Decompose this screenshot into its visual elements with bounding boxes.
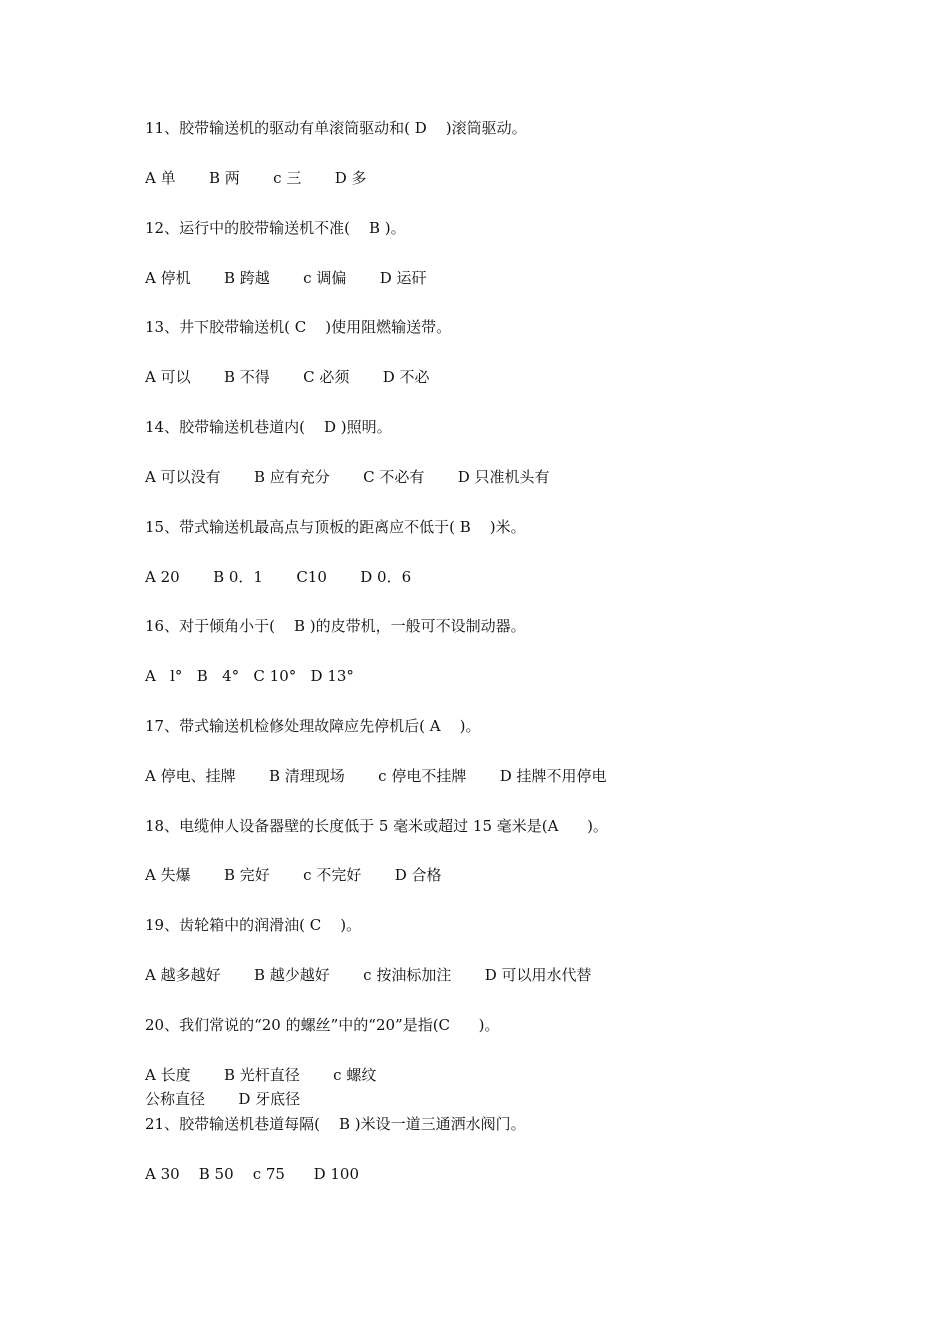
question-17-options: A 停电、挂牌 B 清理现场 c 停电不挂牌 D 挂牌不用停电 xyxy=(145,767,607,785)
question-21-options: A 30 B 50 c 75 D 100 xyxy=(145,1165,359,1183)
question-21-stem: 21、胶带输送机巷道每隔( B )米设一道三通洒水阀门。 xyxy=(145,1115,526,1133)
question-19-options: A 越多越好 B 越少越好 c 按油标加注 D 可以用水代替 xyxy=(145,966,592,984)
question-14-stem: 14、胶带输送机巷道内( D )照明。 xyxy=(145,418,392,436)
question-15-options: A 20 B 0．1 C10 D 0．6 xyxy=(145,568,412,586)
question-14-options: A 可以没有 B 应有充分 C 不必有 D 只准机头有 xyxy=(145,468,550,486)
question-12-options: A 停机 B 跨越 c 调偏 D 运矸 xyxy=(145,269,427,287)
question-16-options: A l° B 4° C 10° D 13° xyxy=(145,667,354,685)
question-13-options: A 可以 B 不得 C 必须 D 不必 xyxy=(145,368,430,386)
question-20-options: A 长度 B 光杆直径 c 螺纹 xyxy=(145,1066,377,1084)
question-19-stem: 19、齿轮箱中的润滑油( C )。 xyxy=(145,916,362,934)
question-13-stem: 13、井下胶带输送机( C )使用阻燃输送带。 xyxy=(145,318,452,336)
question-18-options: A 失爆 B 完好 c 不完好 D 合格 xyxy=(145,866,442,884)
question-12-stem: 12、运行中的胶带输送机不准( B )。 xyxy=(145,219,406,237)
question-17-stem: 17、带式输送机检修处理故障应先停机后( A )。 xyxy=(145,717,481,735)
question-18-stem: 18、电缆伸人设备器壁的长度低于 5 毫米或超过 15 毫米是(A )。 xyxy=(145,817,608,835)
question-11-options: A 单 B 两 c 三 D 多 xyxy=(145,169,367,187)
question-11-stem: 11、胶带输送机的驱动有单滚筒驱动和( D )滚筒驱动。 xyxy=(145,119,527,137)
question-20-options-continued: 公称直径 D 牙底径 xyxy=(145,1090,301,1108)
question-16-stem: 16、对于倾角小于( B )的皮带机，一般可不设制动器。 xyxy=(145,617,526,635)
question-15-stem: 15、带式输送机最高点与顶板的距离应不低于( B )米。 xyxy=(145,518,526,536)
question-20-stem: 20、我们常说的“20 的螺丝”中的“20”是指(C )。 xyxy=(145,1016,500,1034)
